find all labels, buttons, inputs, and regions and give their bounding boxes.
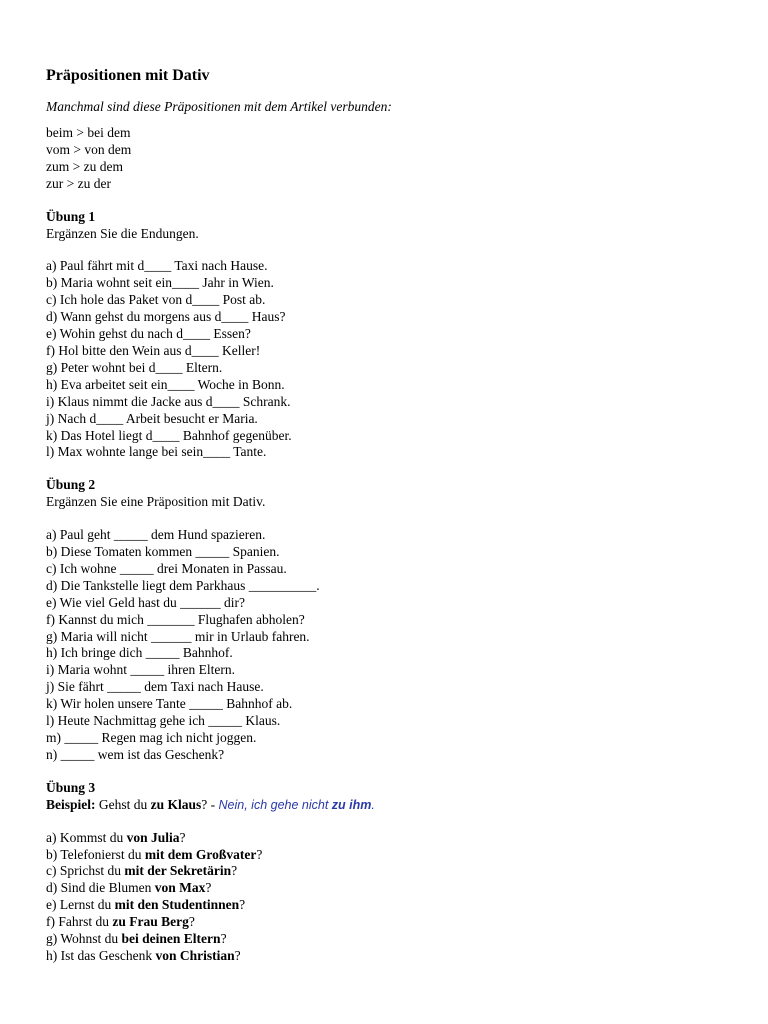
- exercise-item: i) Maria wohnt _____ ihren Eltern.: [46, 662, 235, 678]
- exercise-3-heading: Übung 3: [46, 779, 96, 795]
- exercise-item: c) Ich hole das Paket von d____ Post ab.: [46, 292, 266, 308]
- contraction-item: zur > zu der: [46, 175, 111, 191]
- exercise-item: j) Sie fährt _____ dem Taxi nach Hause.: [46, 679, 264, 695]
- exercise-item: e) Lernst du mit den Studentinnen?: [46, 897, 246, 913]
- exercise-item: a) Paul geht _____ dem Hund spazieren.: [46, 527, 266, 543]
- exercise-2-instruction: Ergänzen Sie eine Präposition mit Dativ.: [46, 494, 266, 510]
- contraction-item: vom > von dem: [46, 141, 132, 157]
- exercise-item: g) Maria will nicht ______ mir in Urlaub fahren.: [46, 628, 310, 644]
- exercise-item: k) Das Hotel liegt d____ Bahnhof gegenüber.: [46, 427, 292, 443]
- exercise-3-example: Beispiel: Gehst du zu Klaus? - Nein, ich gehe nicht zu ihm.: [46, 796, 375, 812]
- exercise-1-instruction: Ergänzen Sie die Endungen.: [46, 225, 199, 241]
- exercise-item: f) Kannst du mich _______ Flughafen abholen?: [46, 611, 305, 627]
- exercise-item: j) Nach d____ Arbeit besucht er Maria.: [46, 410, 258, 426]
- exercise-item: m) _____ Regen mag ich nicht joggen.: [46, 730, 257, 745]
- exercise-item: a) Kommst du von Julia?: [46, 829, 186, 845]
- exercise-item: i) Klaus nimmt die Jacke aus d____ Schrank.: [46, 393, 291, 409]
- exercise-item: h) Ist das Geschenk von Christian?: [46, 947, 241, 963]
- exercise-3-list: [46, 830, 746, 965]
- exercise-item: l) Heute Nachmittag gehe ich _____ Klaus.: [46, 713, 281, 729]
- exercise-2-heading: Übung 2: [46, 477, 96, 493]
- exercise-item: h) Eva arbeitet seit ein____ Woche in Bonn.: [46, 376, 285, 392]
- exercise-item: h) Ich bringe dich _____ Bahnhof.: [46, 645, 233, 661]
- exercise-item: a) Paul fährt mit d____ Taxi nach Hause.: [46, 258, 268, 274]
- contraction-item: zum > zu dem: [46, 158, 123, 174]
- page-title: Präpositionen mit Dativ: [46, 67, 210, 84]
- exercise-item: d) Wann gehst du morgens aus d____ Haus?: [46, 309, 286, 325]
- contractions-list: [46, 125, 746, 193]
- exercise-item: f) Fahrst du zu Frau Berg?: [46, 914, 195, 930]
- exercise-item: n) _____ wem ist das Geschenk?: [46, 746, 225, 762]
- exercise-item: b) Maria wohnt seit ein____ Jahr in Wien.: [46, 275, 274, 291]
- exercise-item: g) Wohnst du bei deinen Eltern?: [46, 931, 227, 947]
- exercise-item: d) Sind die Blumen von Max?: [46, 880, 212, 896]
- exercise-item: k) Wir holen unsere Tante _____ Bahnhof ab.: [46, 696, 293, 712]
- exercise-item: d) Die Tankstelle liegt dem Parkhaus __________.: [46, 577, 320, 593]
- exercise-2-list: [46, 527, 746, 764]
- exercise-item: c) Sprichst du mit der Sekretärin?: [46, 863, 238, 879]
- exercise-item: g) Peter wohnt bei d____ Eltern.: [46, 359, 223, 375]
- contraction-item: beim > bei dem: [46, 125, 131, 140]
- intro-text: Manchmal sind diese Präpositionen mit dem Artikel verbunden:: [46, 99, 392, 114]
- exercise-item: e) Wohin gehst du nach d____ Essen?: [46, 326, 251, 342]
- exercise-1-list: [46, 258, 746, 461]
- exercise-item: e) Wie viel Geld hast du ______ dir?: [46, 594, 246, 610]
- document-page: [46, 66, 746, 965]
- exercise-item: l) Max wohnte lange bei sein____ Tante.: [46, 444, 267, 460]
- exercise-1-heading: Übung 1: [46, 208, 96, 224]
- exercise-item: f) Hol bitte den Wein aus d____ Keller!: [46, 342, 261, 358]
- exercise-item: b) Diese Tomaten kommen _____ Spanien.: [46, 544, 280, 560]
- exercise-item: c) Ich wohne _____ drei Monaten in Passau.: [46, 560, 287, 576]
- exercise-item: b) Telefonierst du mit dem Großvater?: [46, 846, 263, 862]
